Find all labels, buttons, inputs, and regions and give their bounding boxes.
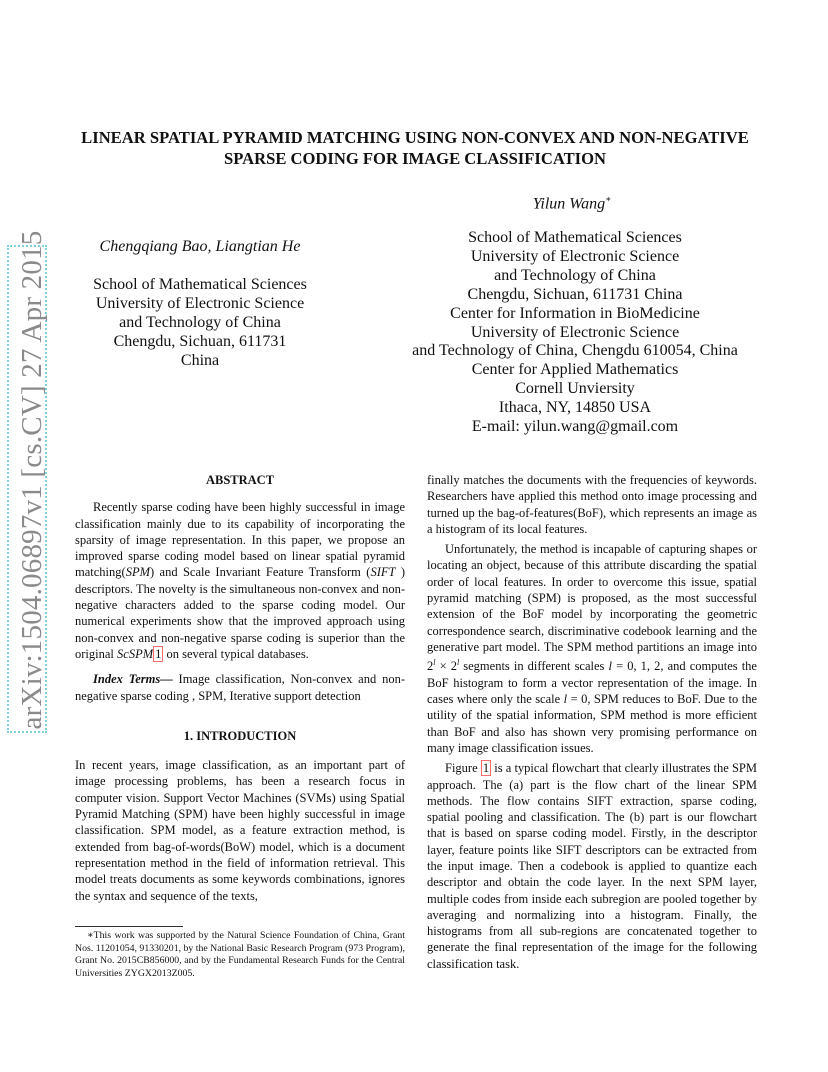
abstract-heading: ABSTRACT [205, 473, 275, 487]
right-paragraph-2: Figure 1 is a typical flowchart that clearly illustrates the SPM approach. The (a) part is the flow chart of the linear SPM methods. The flow contains SIFT extraction, sparse coding, spatial pooling and classification. The (b) part is our flowchart that is based on sparse coding model. Firstly, in the descriptor layer, feature points like SIFT descriptors can be extracted from the input image. Then a codebook is applied to quantize each descriptor and obtain the code layer. In the next SPM layer, multiple codes from inside each subregion are pooled together by averaging and normalizing into a histogram. Finally, the histograms from all sub-regions are concatenated together to generate the final representation of the image for the following classification task. [427, 761, 758, 971]
right-paragraph-1: Unfortunately, the method is incapable of capturing shapes or locating an object, because of this attribute discarding the spatial order of local features. In order to overcome this issue, spatial pyramid matching (SPM) is proposed, as the most successful extension of the BoF model by incorporating the geometric correspondence search, discriminative codebook learning and the generative part model. The SPM method partitions an image into $2^l \times 2^l$ segments in different scales l = 0, 1, 2, and computes the BoF histogram to form a vector representation of the image. In cases where only the scale l = 0, SPM reduces to BoF. Due to the utility of the spatial information, SPM method is more efficient than BoF and also has shown very promising performance on many image classification issues. [427, 542, 757, 755]
affil-right-line: and Technology of China, Chengdu 610054, China [412, 342, 738, 360]
footnote: ∗This work was supported by the Natural Science Foundation of China, Grant Nos. 11201054, 91330201, by the National Basic Research Program (973 Program), Grant No. 2015CB856000, and by the Fundamental Research Funds for the Central Universities ZYGX2013Z005. [75, 930, 405, 979]
affil-right-line: and Technology of China [494, 266, 656, 284]
title-line-2: SPARSE CODING FOR IMAGE CLASSIFICATION [223, 149, 606, 168]
affil-right-line: University of Electronic Science [470, 247, 680, 265]
affil-right-email[interactable]: E-mail: yilun.wang@gmail.com [471, 418, 679, 436]
affil-left-line: University of Electronic Science [95, 294, 305, 312]
affil-right-line: Ithaca, NY, 14850 USA [498, 399, 652, 417]
affil-right-line: Chengdu, Sichuan, 611731 China [467, 285, 683, 303]
authors-left: Chengqiang Bao, Liangtian He [99, 238, 301, 255]
section-heading-introduction: 1. INTRODUCTION [183, 728, 297, 743]
author-right-footnote-mark: ∗ [605, 194, 612, 204]
affil-right-line: Cornell Unviersity [515, 380, 635, 398]
author-right [437, 190, 707, 214]
title-line-1: LINEAR SPATIAL PYRAMID MATCHING USING NON-CONVEX AND NON-NEGATIVE [81, 128, 749, 147]
left-column [75, 472, 405, 904]
affil-right-line: Center for Applied Mathematics [471, 361, 679, 379]
right-column [427, 472, 757, 972]
paper-title [60, 127, 770, 169]
citation-link[interactable]: 1 [155, 646, 162, 661]
author-right-name: Yilun Wang [532, 195, 606, 213]
affil-left-line: School of Mathematical Sciences [93, 276, 307, 293]
index-terms: Index Terms— Image classification, Non-convex and non-negative sparse coding , SPM, Iterative support detection [75, 672, 405, 703]
affil-left-line: China [180, 351, 220, 369]
affiliation-right [395, 229, 755, 437]
affiliation-left [60, 276, 340, 371]
affil-right-line: Center for Information in BioMedicine [450, 304, 700, 322]
arxiv-identifier[interactable]: arXiv:1504.06897v1 [cs.CV] 27 Apr 2015 [16, 230, 48, 730]
index-terms-label: Index Terms— [93, 672, 173, 687]
affil-left-line: and Technology of China [119, 313, 281, 331]
intro-paragraph: In recent years, image classification, as an important part of image processing problems, has been a research focus in computer vision. Support Vector Machines (SVMs) using Spatial Pyramid Matching (SPM) have been highly successful in image classification. SPM model, as a feature extraction method, is extended from bag-of-words(BoW) model, which is a document representation method in the field of information retrieval. This model treats documents as some keywords combinations, ignores the syntax and sequence of the texts, [75, 758, 405, 903]
right-paragraph-0: finally matches the documents with the frequencies of keywords. Researchers have applied this method onto image processing and turned up the bag-of-features(BoF), which represents an image as a histogram of its local features. [427, 473, 757, 536]
footnote-rule [75, 926, 183, 927]
affil-right-line: University of Electronic Science [470, 323, 680, 341]
affil-left-line: Chengdu, Sichuan, 611731 [113, 332, 287, 350]
affil-right-line: School of Mathematical Sciences [468, 229, 682, 246]
abstract-text: Recently sparse coding have been highly successful in image classification mainly due to its capability of incorporating the sparsity of image representation. In this paper, we propose an improved sparse coding model based on linear spatial pyramid matching(SPM) and Scale Invariant Feature Transform (SIFT ) descriptors. The novelty is the simultaneous non-convex and non-negative characters added to the sparse coding model. Our numerical experiments show that the improved approach using non-convex and non-negative sparse coding is superior than the original ScSPM 1 on several typical databases. [75, 500, 405, 661]
figure-link[interactable]: 1 [482, 761, 490, 776]
